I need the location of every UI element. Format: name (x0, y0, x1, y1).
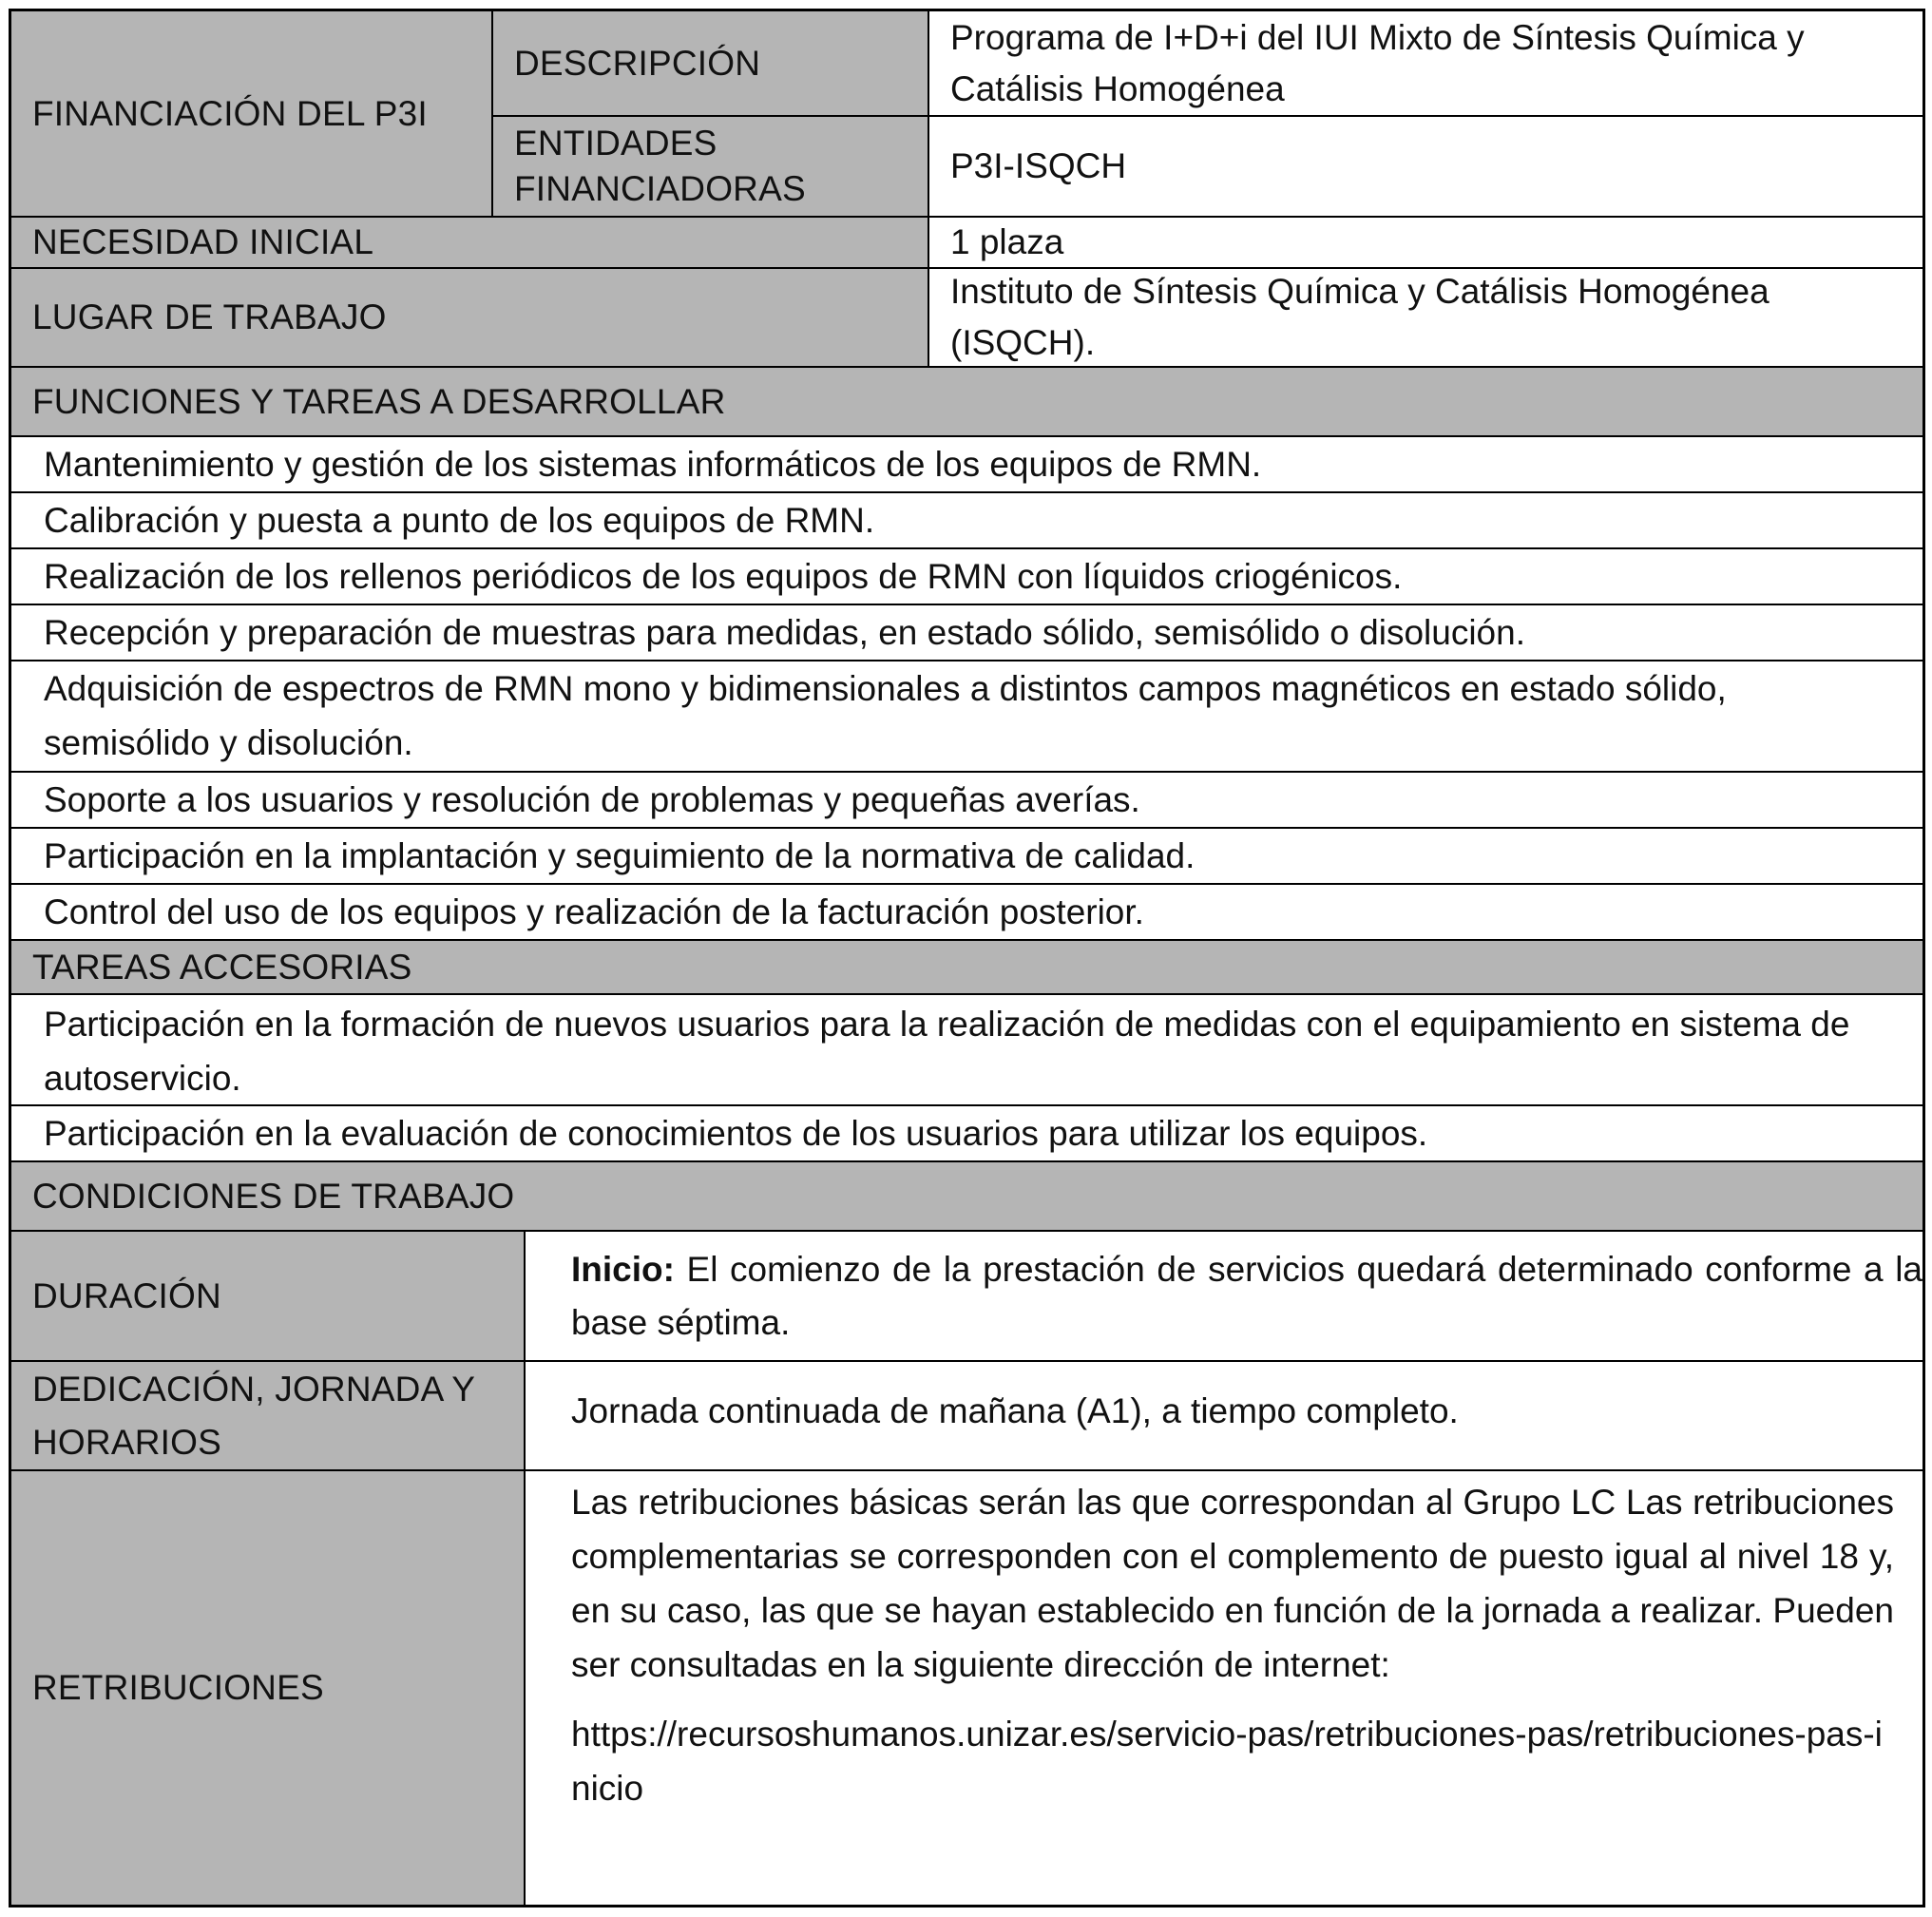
list-item (11, 995, 1922, 1106)
dedicacion-text: Jornada continuada de mañana (A1), a tiempo completo. (571, 1391, 1459, 1430)
descripcion-label: DESCRIPCIÓN (493, 11, 929, 117)
list-item (11, 885, 1922, 941)
retribuciones-value (526, 1471, 1922, 1905)
necesidad-value: 1 plaza (950, 222, 1064, 261)
list-item (11, 1106, 1922, 1162)
lugar-value: Instituto de Síntesis Química y Catálisis Homogénea (ISQCH). (950, 272, 1769, 362)
funcion-item-1: Mantenimiento y gestión de los sistemas informáticos de los equipos de RMN. (44, 445, 1262, 484)
necesidad-label: NECESIDAD INICIAL (11, 218, 929, 267)
financiacion-label: FINANCIACIÓN DEL P3I (11, 11, 493, 216)
funcion-item-6: Soporte a los usuarios y resolución de problemas y pequeñas averías. (44, 780, 1140, 819)
duracion-value (526, 1232, 1922, 1360)
list-item (11, 773, 1922, 829)
retribuciones-url[interactable]: https://recursoshumanos.unizar.es/servicio-pas/retribuciones-pas/retribuciones-pas-inicio (571, 1715, 1883, 1808)
retribuciones-label: RETRIBUCIONES (11, 1471, 526, 1905)
duracion-bold-prefix: Inicio: (571, 1249, 675, 1289)
lugar-row (11, 269, 1922, 368)
duracion-text: El comienzo de la prestación de servicios quedará determinado conforme a la base séptima. (571, 1249, 1923, 1342)
lugar-label: LUGAR DE TRABAJO (11, 269, 929, 366)
funcion-item-7: Participación en la implantación y seguimiento de la normativa de calidad. (44, 836, 1196, 875)
funcion-item-8: Control del uso de los equipos y realización de la facturación posterior. (44, 892, 1144, 931)
entidades-value: P3I-ISQCH (950, 146, 1127, 185)
funciones-title: FUNCIONES Y TAREAS A DESARROLLAR (32, 381, 726, 421)
retribuciones-text: Las retribuciones básicas serán las que correspondan al Grupo LC Las retribuciones complementarias se corresponden con el complemento de puesto igual al nivel 18 y, en su caso, las que se hayan establecido en función de la jornada a realizar. Pueden ser consultadas en la siguiente dirección de internet: (571, 1483, 1894, 1684)
list-item (11, 829, 1922, 885)
dedicacion-row (11, 1362, 1922, 1471)
financiacion-row (11, 11, 1922, 218)
list-item (11, 661, 1922, 773)
duracion-label: DURACIÓN (11, 1232, 526, 1360)
accesoria-item-1: Participación en la formación de nuevos usuarios para la realización de medidas con el equipamiento en sistema de autoservicio. (44, 1005, 1850, 1098)
list-item (11, 493, 1922, 549)
descripcion-value: Programa de I+D+i del IUI Mixto de Síntesis Química y Catálisis Homogénea (929, 11, 1922, 117)
list-item (11, 605, 1922, 661)
necesidad-row (11, 218, 1922, 269)
funcion-item-4: Recepción y preparación de muestras para medidas, en estado sólido, semisólido o disolución. (44, 613, 1525, 652)
accesorias-title: TAREAS ACCESORIAS (32, 947, 412, 987)
condiciones-title: CONDICIONES DE TRABAJO (32, 1176, 515, 1216)
retribuciones-row (11, 1471, 1922, 1905)
list-item (11, 549, 1922, 605)
accesoria-item-2: Participación en la evaluación de conocimientos de los usuarios para utilizar los equipos. (44, 1114, 1428, 1153)
duracion-row (11, 1232, 1922, 1362)
job-conditions-table (9, 9, 1925, 1907)
dedicacion-label: DEDICACIÓN, JORNADA Y HORARIOS (11, 1362, 526, 1469)
condiciones-header (11, 1162, 1922, 1232)
dedicacion-value (526, 1362, 1922, 1469)
funcion-item-3: Realización de los rellenos periódicos de los equipos de RMN con líquidos criogénicos. (44, 557, 1403, 596)
list-item (11, 437, 1922, 493)
funcion-item-2: Calibración y puesta a punto de los equipos de RMN. (44, 501, 875, 540)
funcion-item-5: Adquisición de espectros de RMN mono y bidimensionales a distintos campos magnéticos en estado sólido, semisólido y disolución. (44, 669, 1727, 762)
funciones-header (11, 368, 1922, 437)
entidades-label: ENTIDADES FINANCIADORAS (493, 117, 929, 216)
accesorias-header (11, 941, 1922, 995)
